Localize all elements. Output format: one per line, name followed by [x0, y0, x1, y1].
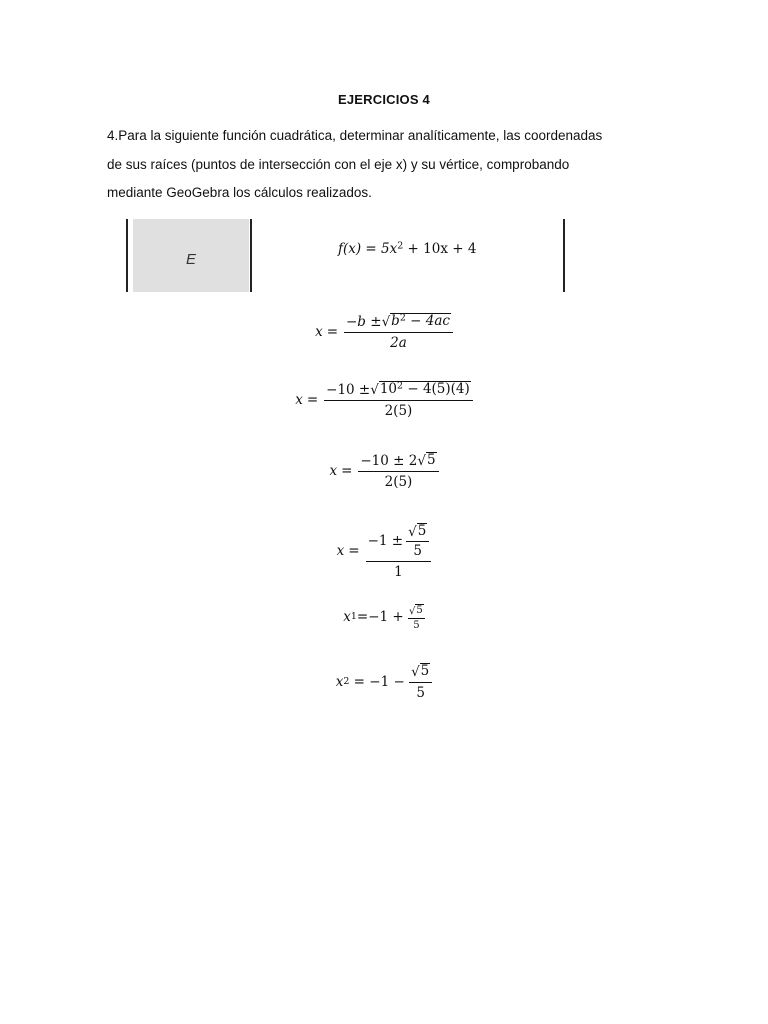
step1-den: 2a	[390, 334, 407, 351]
x2-fraction: √ 5 5	[409, 663, 432, 701]
x2-rad: 5	[420, 663, 430, 679]
step2-rad-base: 10	[379, 381, 398, 397]
x1-rad: 5	[416, 605, 423, 616]
step-simplified: x = −10 ± 2 √ 5 2(5)	[0, 452, 768, 490]
step2-den: 2(5)	[384, 402, 413, 419]
step1-num-pre: −b ±	[346, 313, 382, 330]
step3-fraction: −10 ± 2 √ 5 2(5)	[358, 452, 438, 490]
step1-lhs: x	[315, 323, 323, 340]
table-border-left	[126, 219, 128, 292]
x1-den: 5	[413, 619, 420, 631]
step3-den: 2(5)	[384, 473, 413, 490]
statement-line-3: mediante GeoGebra los cálculos realizados.	[107, 185, 372, 200]
step1-fraction: −b ± √ $b^2 - 4ac$ 2a	[344, 313, 453, 351]
step-substitution: x = −10 ± √ $10^2 - 4(5)(4)$ 2(5)	[0, 381, 768, 419]
x1-mid: =−1 +	[356, 609, 408, 626]
exercise-statement	[107, 122, 667, 208]
step2-rad-exp: 2	[397, 380, 404, 392]
step1-rad-exp: 2	[399, 312, 406, 324]
step3-num-pre: −10 ± 2	[360, 452, 418, 469]
x2-var: x	[335, 673, 344, 690]
function-rhs: + 10x + 4	[403, 241, 477, 257]
step4-den: 1	[394, 563, 403, 580]
step2-num-pre: −10 ±	[326, 381, 371, 398]
table-label: E	[185, 251, 196, 268]
step4-num-pre: −1 ±	[367, 532, 404, 549]
function-table	[126, 219, 566, 292]
step2-rad-post: − 4(5)(4)	[403, 381, 470, 397]
statement-line-1: 4.Para la siguiente función cuadrática, determinar analíticamente, las coordenadas	[107, 128, 603, 143]
statement-line-2: de sus raíces (puntos de intersección con el eje x) y su vértice, comprobando	[107, 156, 570, 172]
x2-den: 5	[416, 684, 425, 701]
step4-inner-fraction: √ 5 5	[406, 523, 429, 559]
table-border-right	[563, 219, 565, 292]
step2-fraction: −10 ± √ $10^2 - 4(5)(4)$ 2(5)	[324, 381, 473, 419]
function-definition	[338, 241, 476, 257]
root-x2: x 2 = −1 − √ 5 5	[0, 663, 768, 701]
function-exponent: 2	[397, 240, 404, 252]
step4-lhs: x	[336, 543, 345, 560]
x1-fraction: √ 5 5	[409, 605, 423, 631]
step4-inner-den: 5	[413, 542, 423, 559]
step1-rad-base: b	[391, 313, 400, 329]
step3-lhs: x	[329, 462, 338, 479]
root-x1: x 1 =−1 + √ 5 5	[343, 605, 423, 631]
table-label-cell	[133, 219, 249, 292]
step1-rad-post: − 4ac	[405, 313, 450, 329]
x2-mid: = −1 −	[349, 673, 410, 690]
step4-fraction	[366, 523, 432, 580]
step3-rad: 5	[426, 452, 436, 468]
function-lhs: f(x) = 5x	[338, 241, 398, 257]
table-divider	[250, 219, 252, 292]
step-quadratic-formula: x = −b ± √ $b^2 - 4ac$ 2a	[0, 313, 768, 351]
step2-lhs: x	[295, 391, 303, 408]
step4-inner-rad: 5	[417, 523, 427, 539]
x1-var: x	[343, 609, 351, 626]
step-reduced: x = −1 ± √ 5 5 1	[0, 523, 768, 580]
page-title: EJERCICIOS 4	[338, 92, 430, 107]
